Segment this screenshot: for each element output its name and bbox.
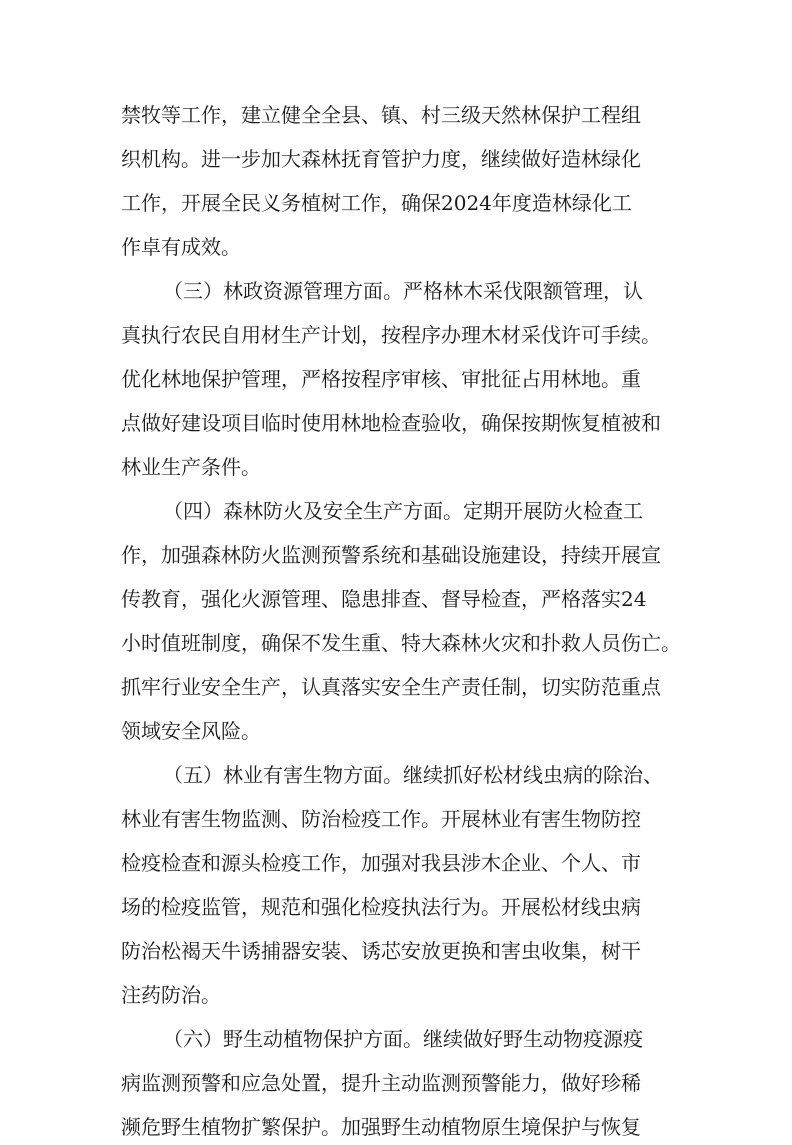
text-line: 防治松褐天牛诱捕器安装、诱芯安放更换和害虫收集，树干 [121,939,641,963]
section-heading-line: （五）林业有害生物方面。继续抓好松材线虫病的除治、 [163,763,663,787]
text-line: 病监测预警和应急处置，提升主动监测预警能力，做好珍稀 [121,1071,641,1095]
text-line: 濒危野生植物扩繁保护。加强野生动植物原生境保护与恢复 [121,1115,641,1139]
section-heading-line: （三）林政资源管理方面。严格林木采伐限额管理，认 [163,279,643,303]
text-line: 作，加强森林防火监测预警系统和基础设施建设，持续开展宣 [121,543,661,567]
text-line: 小时值班制度，确保不发生重、特大森林火灾和扑救人员伤亡。 [121,631,681,655]
text-line: 织机构。进一步加大森林抚育管护力度，继续做好造林绿化 [121,147,641,171]
text-line: 传教育，强化火源管理、隐患排查、督导检查，严格落实24 [121,587,647,611]
text-line: 点做好建设项目临时使用林地检查验收，确保按期恢复植被和 [121,411,661,435]
text-line: 抓牢行业安全生产，认真落实安全生产责任制，切实防范重点 [121,675,661,699]
text-line: 林业有害生物监测、防治检疫工作。开展林业有害生物防控 [121,807,641,831]
text-line: 检疫检查和源头检疫工作，加强对我县涉木企业、个人、市 [121,851,641,875]
section-heading-line: （四）森林防火及安全生产方面。定期开展防火检查工 [163,499,643,523]
section-heading-line: （六）野生动植物保护方面。继续做好野生动物疫源疫 [163,1027,643,1051]
text-line: 优化林地保护管理，严格按程序审核、审批征占用林地。重 [121,367,641,391]
text-line: 林业生产条件。 [121,455,261,479]
text-line: 真执行农民自用材生产计划，按程序办理木材采伐许可手续。 [121,323,661,347]
text-line: 工作，开展全民义务植树工作，确保2024年度造林绿化工 [121,191,632,215]
text-line: 领域安全风险。 [121,719,261,743]
text-line: 作卓有成效。 [121,235,241,259]
text-line: 注药防治。 [121,983,221,1007]
text-line: 禁牧等工作，建立健全全县、镇、村三级天然林保护工程组 [121,103,641,127]
text-line: 场的检疫监管，规范和强化检疫执法行为。开展松材线虫病 [121,895,641,919]
